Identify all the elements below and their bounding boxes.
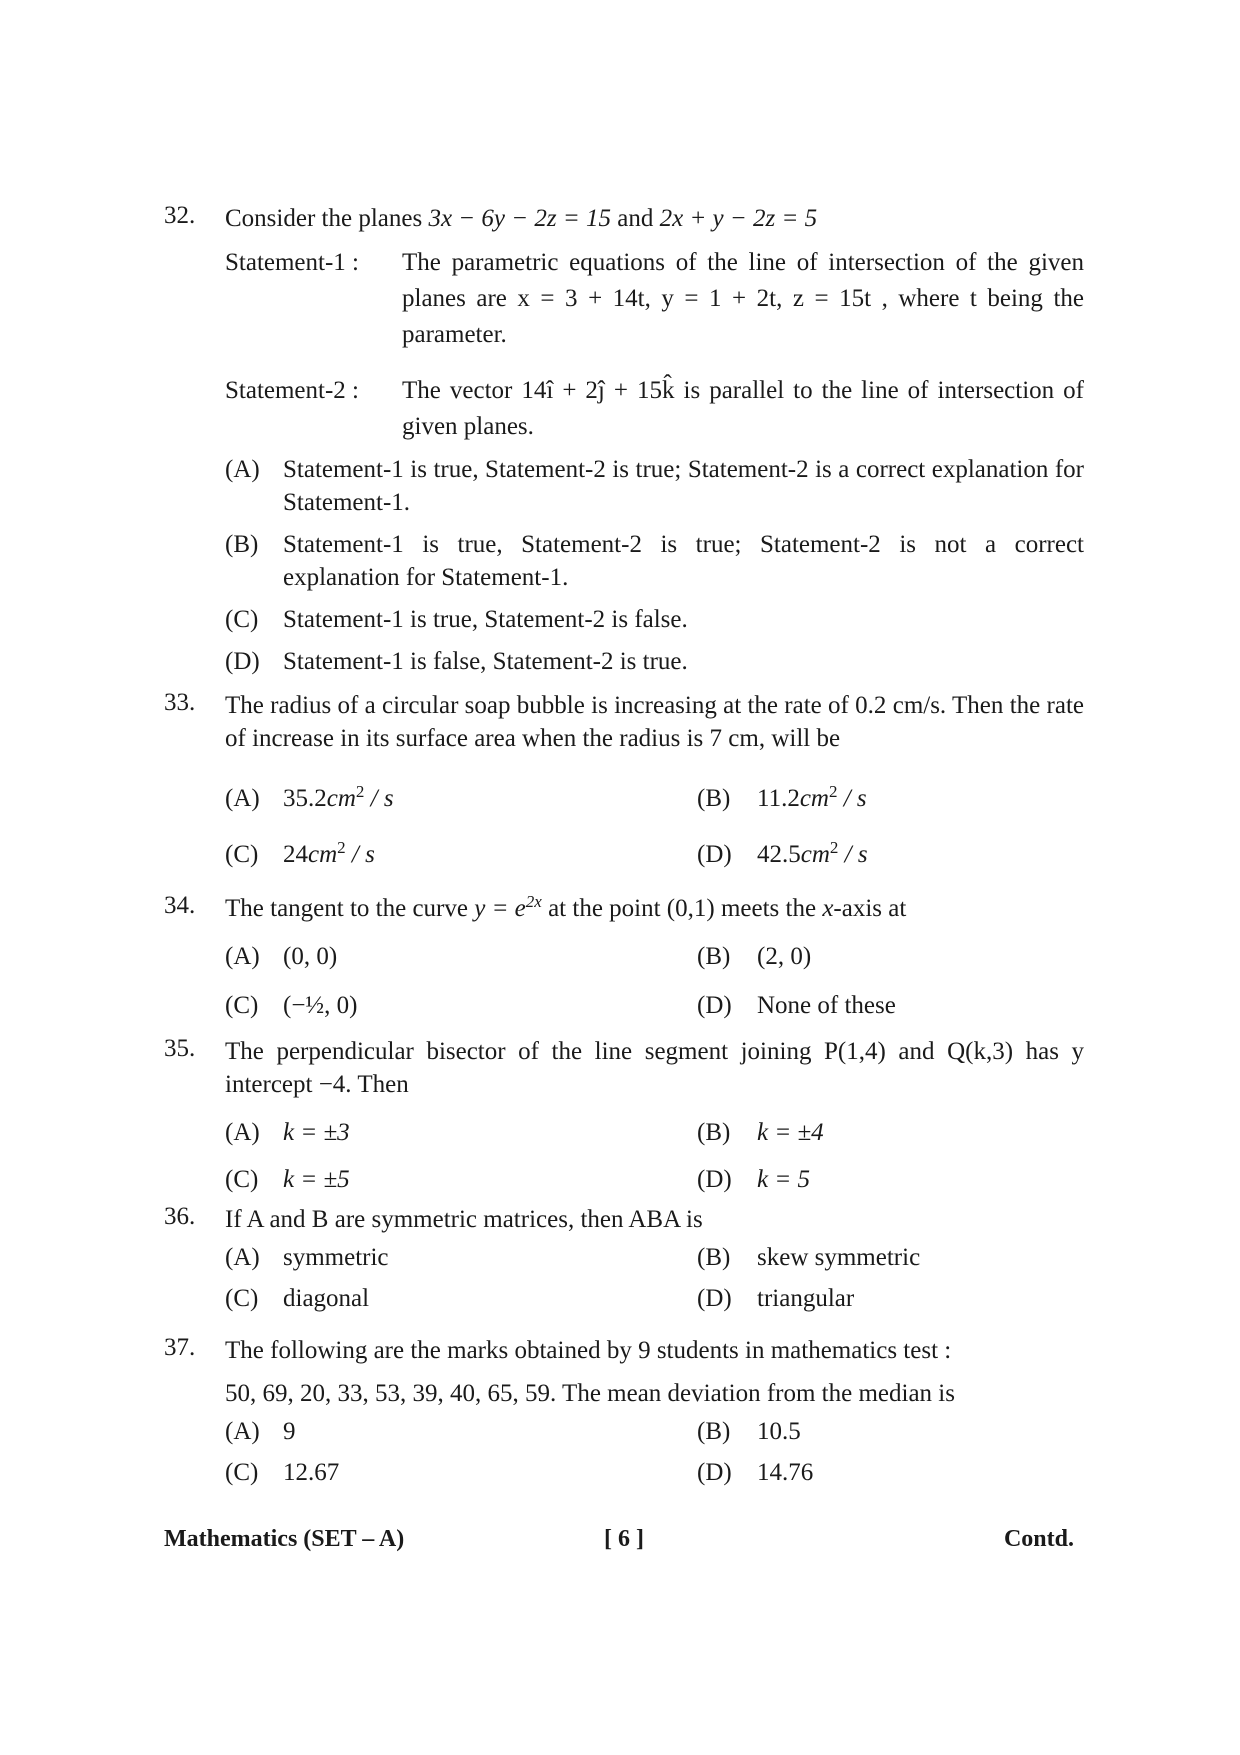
statement-text: The vector 14î + 2ĵ + 15k̂ is parallel to the line of intersection of given planes. — [402, 377, 1084, 440]
options-row — [225, 1109, 1084, 1157]
curve-equation: y = e — [474, 895, 526, 922]
option-label: (C) — [225, 841, 259, 868]
option-text: Statement-1 is true, Statement-2 is true; Statement-2 is a correct explanation for Statement-1. — [283, 456, 1084, 516]
question-text: If A and B are symmetric matrices, then ABA is — [225, 1206, 703, 1233]
option-c — [225, 603, 1084, 636]
option-text: Statement-1 is true, Statement-2 is true; Statement-2 is not a correct explanation for Statement-1. — [283, 531, 1084, 591]
option-b-text: $11.2cm^2$ / s — [757, 782, 867, 812]
question-number: 33. — [164, 689, 196, 716]
options-row — [225, 933, 1084, 981]
option-label: (D) — [697, 992, 732, 1019]
statement-label: Statement-1 : — [225, 249, 359, 276]
options-row — [225, 1157, 1084, 1203]
option-label: (D) — [697, 841, 732, 868]
option-a-text: $35.2cm^2$ / s — [283, 782, 394, 812]
option-label: (A) — [225, 1244, 260, 1271]
options-row — [225, 1238, 1084, 1278]
option-b-text: (2, 0) — [757, 943, 812, 970]
page-number: [ 6 ] — [604, 1526, 644, 1552]
question-35 — [164, 1035, 1084, 1203]
options-row — [225, 827, 1084, 883]
option-label: (B) — [697, 1418, 731, 1445]
question-34 — [164, 892, 1084, 1031]
question-36 — [164, 1203, 1084, 1320]
option-c-text: $24cm^2$ / s — [283, 838, 375, 868]
statement-label: Statement-2 : — [225, 377, 359, 404]
option-label: (D) — [697, 1459, 732, 1486]
option-d-text: None of these — [757, 992, 896, 1019]
option-d-text: triangular — [757, 1285, 855, 1312]
options-row — [225, 1412, 1084, 1452]
plane-equation-1: 3x − 6y − 2z = 15 — [428, 205, 611, 232]
option-b-text: 10.5 — [757, 1418, 801, 1445]
option-label: (B) — [697, 1119, 731, 1146]
option-b-text: k = ±4 — [757, 1119, 824, 1146]
option-a-text: k = ±3 — [283, 1119, 350, 1146]
option-label: (C) — [225, 606, 259, 633]
question-number: 32. — [164, 202, 196, 229]
question-number: 34. — [164, 892, 196, 919]
option-label: (C) — [225, 1459, 259, 1486]
statement-2 — [225, 373, 1084, 445]
option-a — [225, 453, 1084, 519]
option-label: (D) — [697, 1285, 732, 1312]
options-row — [225, 1278, 1084, 1320]
option-label: (C) — [225, 1166, 259, 1193]
option-label: (A) — [225, 456, 260, 483]
options-row — [225, 771, 1084, 827]
option-label: (D) — [697, 1166, 732, 1193]
option-label: (C) — [225, 992, 259, 1019]
option-c-text: k = ±5 — [283, 1166, 350, 1193]
option-d — [225, 645, 1084, 678]
options-row — [225, 1452, 1084, 1494]
question-number: 36. — [164, 1203, 196, 1230]
option-b-text: skew symmetric — [757, 1244, 921, 1271]
option-label: (A) — [225, 1418, 260, 1445]
option-label: (B) — [697, 943, 731, 970]
option-label: (B) — [697, 785, 731, 812]
option-label: (B) — [697, 1244, 731, 1271]
option-c-text: diagonal — [283, 1285, 370, 1312]
option-label: (C) — [225, 1285, 259, 1312]
question-number: 37. — [164, 1334, 196, 1361]
question-text: Consider the planes 3x − 6y − 2z = 15 and 2x + y − 2z = 5 — [225, 205, 818, 232]
option-a-text: 9 — [283, 1418, 296, 1445]
footer-contd: Contd. — [1003, 1526, 1074, 1552]
option-label: (A) — [225, 943, 260, 970]
option-c-text: 12.67 — [283, 1459, 340, 1486]
question-37 — [164, 1334, 1084, 1494]
option-a-text: symmetric — [283, 1244, 389, 1271]
option-b — [225, 528, 1084, 594]
option-c-text: (−½, 0) — [283, 992, 358, 1019]
question-text: The tangent to the curve $y = e^{2x}$ at the point (0,1) meets the x-axis at — [225, 892, 907, 922]
option-label: (A) — [225, 785, 260, 812]
option-d-text: 14.76 — [757, 1459, 814, 1486]
marks-list: 50, 69, 20, 33, 53, 39, 40, 65, 59. The mean deviation from the median is — [225, 1380, 955, 1407]
question-number: 35. — [164, 1035, 196, 1062]
question-text: The perpendicular bisector of the line segment joining P(1,4) and Q(k,3) has y intercept −4. Then — [225, 1038, 1084, 1098]
option-label: (B) — [225, 531, 259, 558]
plane-equation-2: 2x + y − 2z = 5 — [659, 205, 818, 232]
question-32 — [164, 202, 1084, 678]
option-d-text: $42.5cm^2$ / s — [757, 838, 868, 868]
option-a-text: (0, 0) — [283, 943, 338, 970]
option-label: (D) — [225, 648, 260, 675]
options-row — [225, 981, 1084, 1031]
statement-1 — [225, 245, 1084, 353]
statement-text: The parametric equations of the line of intersection of the given planes are x = 3 + 14t, y = 1 + 2t, z = 15t , where t being the parameter. — [402, 249, 1084, 348]
footer-subject: Mathematics (SET – A) — [164, 1526, 405, 1552]
option-text: Statement-1 is false, Statement-2 is true. — [283, 648, 688, 675]
option-text: Statement-1 is true, Statement-2 is false. — [283, 606, 688, 633]
question-33 — [164, 689, 1084, 883]
option-label: (A) — [225, 1119, 260, 1146]
question-text: The following are the marks obtained by 9 students in mathematics test : — [225, 1337, 952, 1364]
option-d-text: k = 5 — [757, 1166, 810, 1193]
question-text: The radius of a circular soap bubble is increasing at the rate of 0.2 cm/s. Then the rate of increase in its surface area when the radius is 7 cm, will be — [225, 692, 1084, 752]
